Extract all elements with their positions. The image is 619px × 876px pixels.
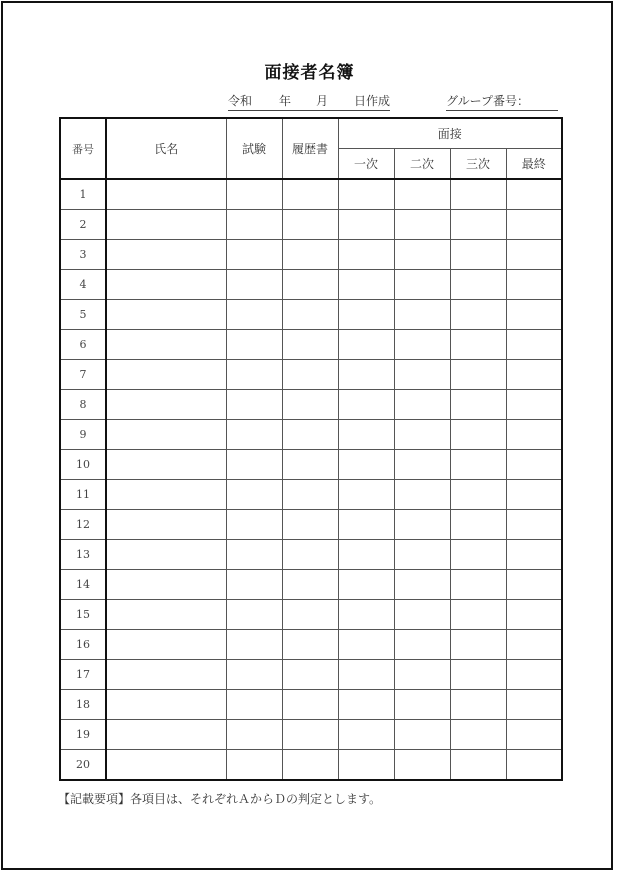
date-year-label: 年 [279, 94, 292, 108]
name-cell[interactable] [106, 570, 226, 600]
row-number: 15 [60, 600, 106, 630]
row-number: 5 [60, 300, 106, 330]
interview-final-cell[interactable] [506, 510, 562, 540]
name-cell[interactable] [106, 300, 226, 330]
name-cell[interactable] [106, 480, 226, 510]
table-row [60, 720, 562, 750]
row-number: 7 [60, 360, 106, 390]
interview-final-cell[interactable] [506, 420, 562, 450]
interview-first-cell[interactable] [338, 540, 394, 570]
row-number: 14 [60, 570, 106, 600]
interview-third-cell[interactable] [450, 450, 506, 480]
exam-cell[interactable] [226, 600, 282, 630]
interview-final-cell[interactable] [506, 300, 562, 330]
interview-third-cell[interactable] [450, 179, 506, 210]
table-row [60, 330, 562, 360]
row-number: 17 [60, 660, 106, 690]
interview-first-cell[interactable] [338, 179, 394, 210]
interview-second-cell[interactable] [394, 720, 450, 750]
resume-cell[interactable] [282, 720, 338, 750]
row-number: 16 [60, 630, 106, 660]
header-interview-third: 三次 [450, 149, 506, 180]
resume-cell[interactable] [282, 390, 338, 420]
interview-second-cell[interactable] [394, 210, 450, 240]
row-number: 10 [60, 450, 106, 480]
exam-cell[interactable] [226, 480, 282, 510]
creation-date-line[interactable] [228, 94, 390, 111]
exam-cell[interactable] [226, 300, 282, 330]
resume-cell[interactable] [282, 690, 338, 720]
resume-cell[interactable] [282, 630, 338, 660]
table-row [60, 630, 562, 660]
row-number: 4 [60, 270, 106, 300]
interview-second-cell[interactable] [394, 420, 450, 450]
exam-cell[interactable] [226, 660, 282, 690]
interview-second-cell[interactable] [394, 540, 450, 570]
table-row [60, 600, 562, 630]
exam-cell[interactable] [226, 720, 282, 750]
interview-second-cell[interactable] [394, 570, 450, 600]
resume-cell[interactable] [282, 450, 338, 480]
name-cell[interactable] [106, 660, 226, 690]
interview-second-cell[interactable] [394, 240, 450, 270]
row-number: 3 [60, 240, 106, 270]
interview-final-cell[interactable] [506, 540, 562, 570]
interview-third-cell[interactable] [450, 720, 506, 750]
interview-third-cell[interactable] [450, 330, 506, 360]
interview-final-cell[interactable] [506, 570, 562, 600]
table-row [60, 240, 562, 270]
interview-final-cell[interactable] [506, 450, 562, 480]
interview-final-cell[interactable] [506, 690, 562, 720]
name-cell[interactable] [106, 270, 226, 300]
interview-third-cell[interactable] [450, 690, 506, 720]
table-row [60, 450, 562, 480]
header-interview: 面接 [338, 118, 562, 149]
row-number: 20 [60, 750, 106, 781]
table-row [60, 420, 562, 450]
table-row [60, 390, 562, 420]
interview-first-cell[interactable] [338, 660, 394, 690]
interview-second-cell[interactable] [394, 390, 450, 420]
name-cell[interactable] [106, 390, 226, 420]
interview-second-cell[interactable] [394, 179, 450, 210]
table-row [60, 210, 562, 240]
resume-cell[interactable] [282, 600, 338, 630]
interview-second-cell[interactable] [394, 630, 450, 660]
resume-cell[interactable] [282, 360, 338, 390]
resume-cell[interactable] [282, 210, 338, 240]
header-number: 番号 [60, 118, 106, 179]
row-number: 6 [60, 330, 106, 360]
name-cell[interactable] [106, 210, 226, 240]
name-cell[interactable] [106, 330, 226, 360]
exam-cell[interactable] [226, 360, 282, 390]
row-number: 2 [60, 210, 106, 240]
table-row [60, 480, 562, 510]
exam-cell[interactable] [226, 330, 282, 360]
exam-cell[interactable] [226, 510, 282, 540]
header-interview-first: 一次 [338, 149, 394, 180]
interview-final-cell[interactable] [506, 179, 562, 210]
interview-second-cell[interactable] [394, 450, 450, 480]
exam-cell[interactable] [226, 540, 282, 570]
interview-first-cell[interactable] [338, 330, 394, 360]
table-row [60, 179, 562, 210]
interview-third-cell[interactable] [450, 210, 506, 240]
header-interview-final: 最終 [506, 149, 562, 180]
resume-cell[interactable] [282, 420, 338, 450]
name-cell[interactable] [106, 540, 226, 570]
interview-second-cell[interactable] [394, 270, 450, 300]
date-month-label: 月 [316, 94, 329, 108]
interview-third-cell[interactable] [450, 420, 506, 450]
table-row [60, 510, 562, 540]
resume-cell[interactable] [282, 570, 338, 600]
interview-second-cell[interactable] [394, 660, 450, 690]
interview-final-cell[interactable] [506, 390, 562, 420]
interview-first-cell[interactable] [338, 720, 394, 750]
table-row [60, 690, 562, 720]
interview-third-cell[interactable] [450, 630, 506, 660]
name-cell[interactable] [106, 600, 226, 630]
interview-second-cell[interactable] [394, 480, 450, 510]
name-cell[interactable] [106, 690, 226, 720]
table-row [60, 570, 562, 600]
interview-second-cell[interactable] [394, 600, 450, 630]
interview-final-cell[interactable] [506, 330, 562, 360]
resume-cell[interactable] [282, 540, 338, 570]
interview-third-cell[interactable] [450, 510, 506, 540]
resume-cell[interactable] [282, 270, 338, 300]
header-resume: 履歴書 [282, 118, 338, 179]
exam-cell[interactable] [226, 179, 282, 210]
interview-first-cell[interactable] [338, 630, 394, 660]
interview-third-cell[interactable] [450, 390, 506, 420]
table-row [60, 540, 562, 570]
exam-cell[interactable] [226, 390, 282, 420]
name-cell[interactable] [106, 720, 226, 750]
table-row [60, 300, 562, 330]
exam-cell[interactable] [226, 750, 282, 781]
row-number: 8 [60, 390, 106, 420]
interview-third-cell[interactable] [450, 270, 506, 300]
interviewee-roster-table [59, 117, 563, 781]
interview-first-cell[interactable] [338, 480, 394, 510]
name-cell[interactable] [106, 450, 226, 480]
exam-cell[interactable] [226, 270, 282, 300]
row-number: 1 [60, 179, 106, 210]
interview-final-cell[interactable] [506, 750, 562, 781]
interview-second-cell[interactable] [394, 300, 450, 330]
row-number: 13 [60, 540, 106, 570]
interview-third-cell[interactable] [450, 300, 506, 330]
interview-third-cell[interactable] [450, 360, 506, 390]
exam-cell[interactable] [226, 630, 282, 660]
table-row [60, 660, 562, 690]
table-row [60, 270, 562, 300]
interview-first-cell[interactable] [338, 510, 394, 540]
name-cell[interactable] [106, 179, 226, 210]
interview-first-cell[interactable] [338, 270, 394, 300]
interview-first-cell[interactable] [338, 570, 394, 600]
interview-final-cell[interactable] [506, 630, 562, 660]
interview-first-cell[interactable] [338, 360, 394, 390]
exam-cell[interactable] [226, 450, 282, 480]
interview-first-cell[interactable] [338, 450, 394, 480]
header-name: 氏名 [106, 118, 226, 179]
resume-cell[interactable] [282, 480, 338, 510]
row-number: 11 [60, 480, 106, 510]
interview-first-cell[interactable] [338, 210, 394, 240]
resume-cell[interactable] [282, 510, 338, 540]
interview-third-cell[interactable] [450, 750, 506, 781]
row-number: 9 [60, 420, 106, 450]
resume-cell[interactable] [282, 300, 338, 330]
interview-first-cell[interactable] [338, 300, 394, 330]
row-number: 18 [60, 690, 106, 720]
resume-cell[interactable] [282, 330, 338, 360]
interview-final-cell[interactable] [506, 240, 562, 270]
entry-instructions-note: 【記載要項】各項目は、それぞれＡからＤの判定とします。 [58, 792, 382, 806]
interview-first-cell[interactable] [338, 750, 394, 781]
interview-final-cell[interactable] [506, 600, 562, 630]
exam-cell[interactable] [226, 240, 282, 270]
table-row [60, 360, 562, 390]
header-interview-second: 二次 [394, 149, 450, 180]
group-number-line[interactable] [446, 94, 558, 111]
interview-third-cell[interactable] [450, 540, 506, 570]
interview-second-cell[interactable] [394, 750, 450, 781]
date-day-created-label: 日作成 [354, 94, 391, 108]
name-cell[interactable] [106, 240, 226, 270]
interview-third-cell[interactable] [450, 480, 506, 510]
interview-final-cell[interactable] [506, 660, 562, 690]
interview-second-cell[interactable] [394, 330, 450, 360]
resume-cell[interactable] [282, 660, 338, 690]
exam-cell[interactable] [226, 420, 282, 450]
interview-second-cell[interactable] [394, 690, 450, 720]
row-number: 19 [60, 720, 106, 750]
interview-final-cell[interactable] [506, 270, 562, 300]
interview-first-cell[interactable] [338, 390, 394, 420]
row-number: 12 [60, 510, 106, 540]
interview-second-cell[interactable] [394, 360, 450, 390]
interview-final-cell[interactable] [506, 360, 562, 390]
resume-cell[interactable] [282, 240, 338, 270]
name-cell[interactable] [106, 750, 226, 781]
exam-cell[interactable] [226, 210, 282, 240]
header-exam: 試験 [226, 118, 282, 179]
exam-cell[interactable] [226, 570, 282, 600]
resume-cell[interactable] [282, 179, 338, 210]
page-title: 面接者名簿 [264, 63, 355, 83]
name-cell[interactable] [106, 510, 226, 540]
roster-body [60, 179, 562, 780]
interview-first-cell[interactable] [338, 240, 394, 270]
interview-third-cell[interactable] [450, 240, 506, 270]
group-number-label: グループ番号： [446, 94, 530, 108]
table-row [60, 750, 562, 781]
resume-cell[interactable] [282, 750, 338, 781]
date-era: 令和 [228, 94, 253, 108]
interview-first-cell[interactable] [338, 690, 394, 720]
name-cell[interactable] [106, 630, 226, 660]
interview-final-cell[interactable] [506, 210, 562, 240]
interview-first-cell[interactable] [338, 420, 394, 450]
interview-third-cell[interactable] [450, 600, 506, 630]
interview-final-cell[interactable] [506, 480, 562, 510]
interview-final-cell[interactable] [506, 720, 562, 750]
interview-first-cell[interactable] [338, 600, 394, 630]
interview-second-cell[interactable] [394, 510, 450, 540]
name-cell[interactable] [106, 360, 226, 390]
interview-third-cell[interactable] [450, 570, 506, 600]
name-cell[interactable] [106, 420, 226, 450]
interview-third-cell[interactable] [450, 660, 506, 690]
exam-cell[interactable] [226, 690, 282, 720]
